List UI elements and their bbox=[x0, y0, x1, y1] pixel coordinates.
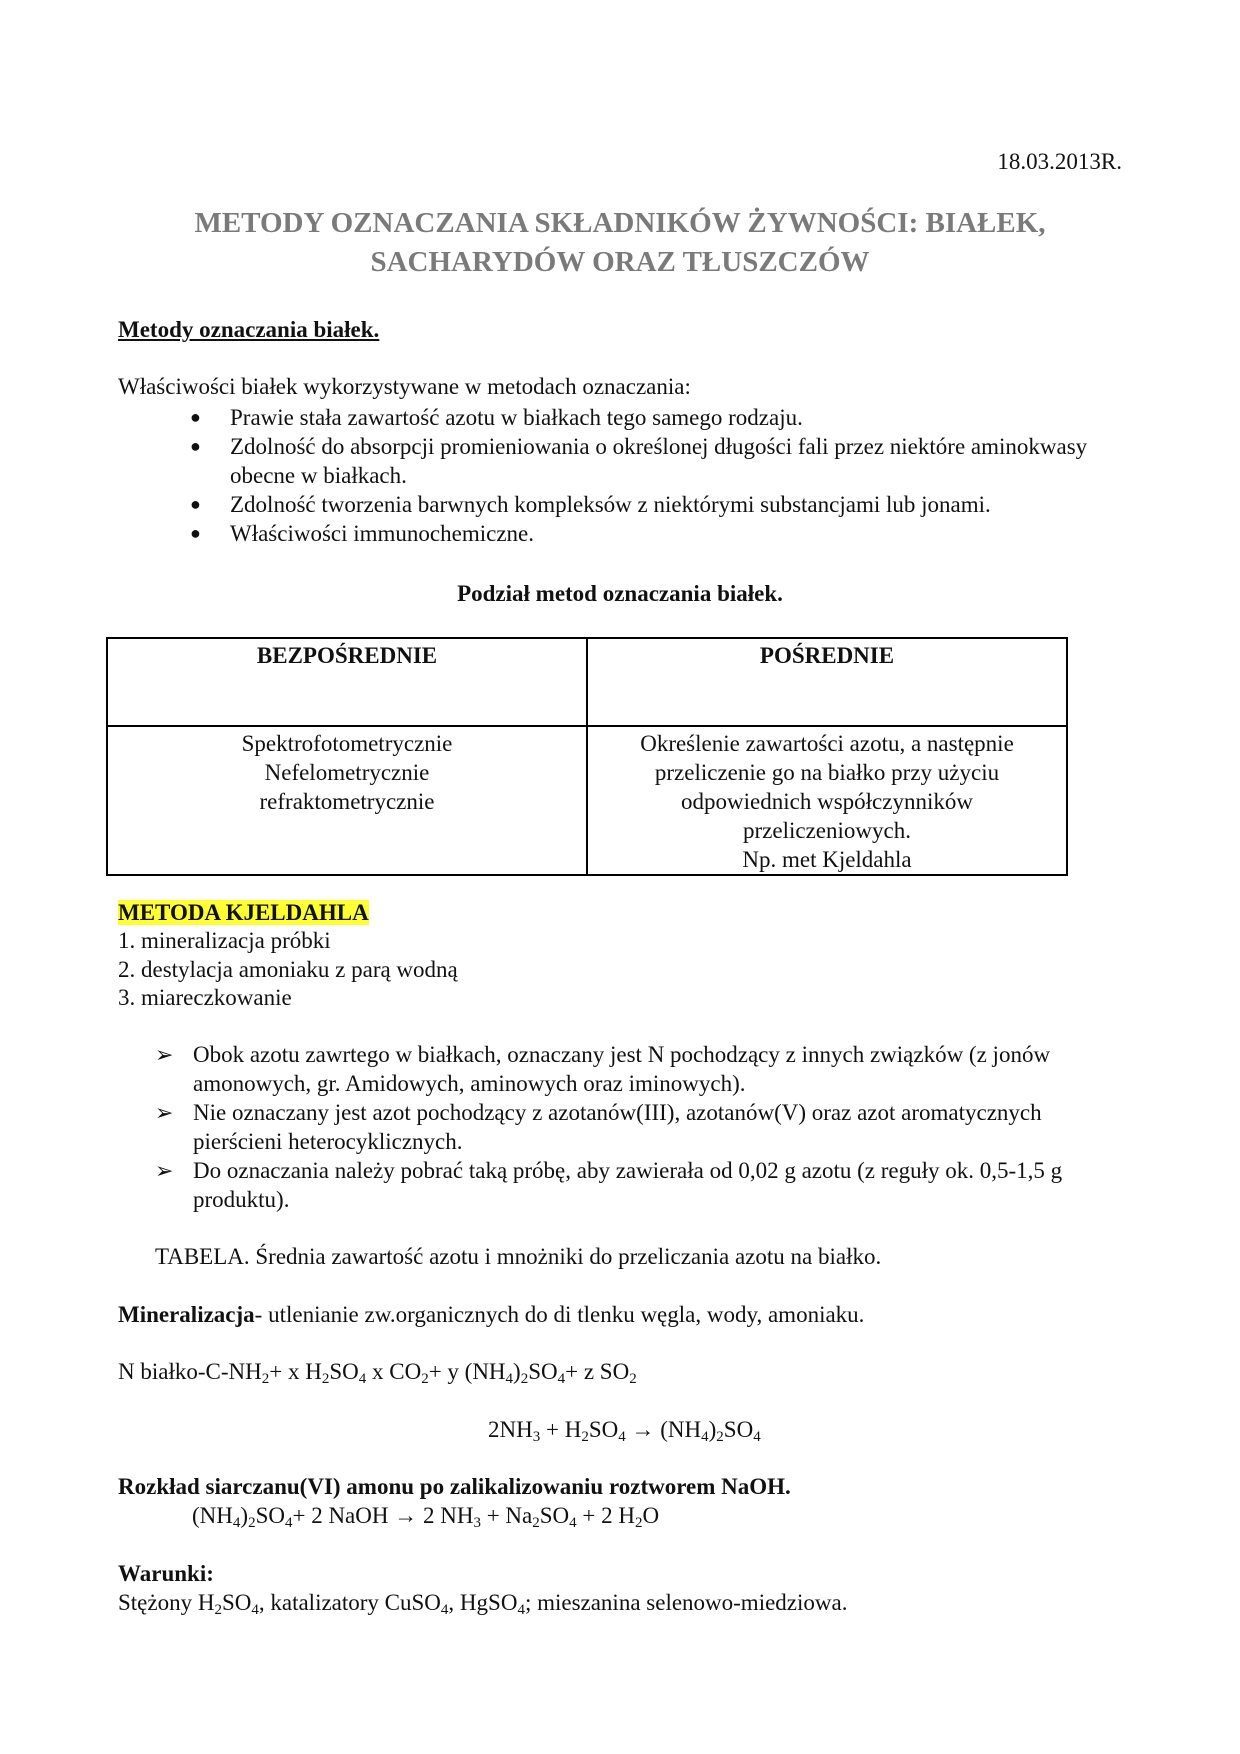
kjeldahl-step: 2. destylacja amoniaku z parą wodną bbox=[118, 957, 458, 982]
indirect-line: Np. met Kjeldahla bbox=[742, 847, 912, 872]
notes-list bbox=[155, 1040, 1125, 1214]
list-item: ● Prawie stała zawartość azotu w białkach tego samego rodzaju. bbox=[190, 403, 1090, 432]
mineralization-def: - utlenianie zw.organicznych do di tlenku węgla, wody, amoniaku. bbox=[254, 1302, 865, 1327]
list-item: ● Zdolność tworzenia barwnych kompleksów z niektórymi substancjami lub jonami. bbox=[190, 490, 1090, 519]
indirect-line: przeliczeniowych. bbox=[743, 818, 911, 843]
title-line-2: SACHARYDÓW ORAZ TŁUSZCZÓW bbox=[370, 246, 870, 278]
list-item bbox=[155, 1040, 1125, 1098]
kjeldahl-step: 3. miareczkowanie bbox=[118, 985, 292, 1010]
section-heading: Metody oznaczania białek. bbox=[118, 317, 380, 342]
header-indirect: POŚREDNIE bbox=[587, 638, 1067, 726]
table-title: Podział metod oznaczania białek. bbox=[457, 581, 783, 606]
equation-2: $2NH_3 + H_2SO_4 \to (NH_4)_2SO_4$ bbox=[488, 1417, 761, 1445]
conditions-text: Stężony $H_2SO_4$, katalizatory CuSO$_4$, HgSO$_4$; mieszanina selenowo-miedziowa. bbox=[118, 1590, 848, 1618]
list-item: ● Właściwości immunochemiczne. bbox=[190, 519, 1090, 548]
properties-list bbox=[190, 403, 1090, 548]
document-title bbox=[100, 204, 1140, 282]
header-direct: BEZPOŚREDNIE bbox=[107, 638, 587, 726]
note-text: Do oznaczania należy pobrać taką próbę, aby zawierała od 0,02 g azotu (z reguły ok. 0,5-1,5 g produktu). bbox=[193, 1158, 1063, 1212]
table-row bbox=[107, 726, 1067, 875]
indirect-line: odpowiednich współczynników bbox=[681, 789, 973, 814]
mineralization-line bbox=[118, 1301, 864, 1329]
indirect-line: przeliczenie go na białko przy użyciu bbox=[654, 760, 1000, 785]
note-text: Nie oznaczany jest azot pochodzący z azotanów(III), azotanów(V) oraz azot aromatycznych pierścieni heterocyklicznych. bbox=[193, 1100, 1042, 1154]
direct-method: refraktometrycznie bbox=[259, 789, 435, 814]
table-header-row bbox=[107, 638, 1067, 726]
list-item bbox=[155, 1156, 1125, 1214]
direct-method: Nefelometrycznie bbox=[264, 760, 430, 785]
methods-table bbox=[106, 637, 1068, 876]
direct-method: Spektrofotometrycznie bbox=[241, 731, 453, 756]
table-caption: TABELA. Średnia zawartość azotu i mnożniki do przeliczania azotu na białko. bbox=[155, 1244, 882, 1269]
mineralization-term: Mineralizacja bbox=[118, 1302, 255, 1327]
cell-indirect bbox=[587, 726, 1067, 875]
kjeldahl-heading-wrap bbox=[118, 899, 369, 927]
note-text: Obok azotu zawrtego w białkach, oznaczany jest N pochodzący z innych związków (z jonów amonowych, gr. Amidowych, aminowych oraz iminowych). bbox=[193, 1042, 1051, 1096]
arrow-bullet-icon: ➢ bbox=[155, 1042, 174, 1067]
indirect-line: Określenie zawartości azotu, a następnie bbox=[640, 731, 1014, 756]
equation-3: $(NH_4)_2SO_4+ 2$ NaOH → 2 $NH_3 + Na_2SO_4 + 2$ $H_2O$ bbox=[192, 1503, 660, 1531]
conditions-heading: Warunki: bbox=[118, 1561, 214, 1586]
kjeldahl-heading: METODA KJELDAHLA bbox=[118, 900, 369, 925]
decomposition-heading: Rozkład siarczanu(VI) amonu po zalikalizowaniu roztworem NaOH. bbox=[118, 1474, 791, 1499]
document-date: 18.03.2013R. bbox=[997, 149, 1122, 174]
kjeldahl-step: 1. mineralizacja próbki bbox=[118, 928, 331, 953]
arrow-bullet-icon: ➢ bbox=[155, 1158, 174, 1183]
equation-1: N białko-$C-NH_2+ x$ $H_2SO_4$ x $CO_2+ y$ $(NH_4)_2SO_4+ z$ $SO_2$ bbox=[118, 1359, 637, 1387]
arrow-bullet-icon: ➢ bbox=[155, 1100, 174, 1125]
properties-intro: Właściwości białek wykorzystywane w metodach oznaczania: bbox=[118, 374, 691, 399]
list-item bbox=[155, 1098, 1125, 1156]
title-line-1: METODY OZNACZANIA SKŁADNIKÓW ŻYWNOŚCI: BIAŁEK, bbox=[194, 207, 1046, 239]
cell-direct bbox=[107, 726, 587, 875]
list-item: ● Zdolność do absorpcji promieniowania o określonej długości fali przez niektóre aminokwasy obecne w białkach. bbox=[190, 432, 1090, 490]
